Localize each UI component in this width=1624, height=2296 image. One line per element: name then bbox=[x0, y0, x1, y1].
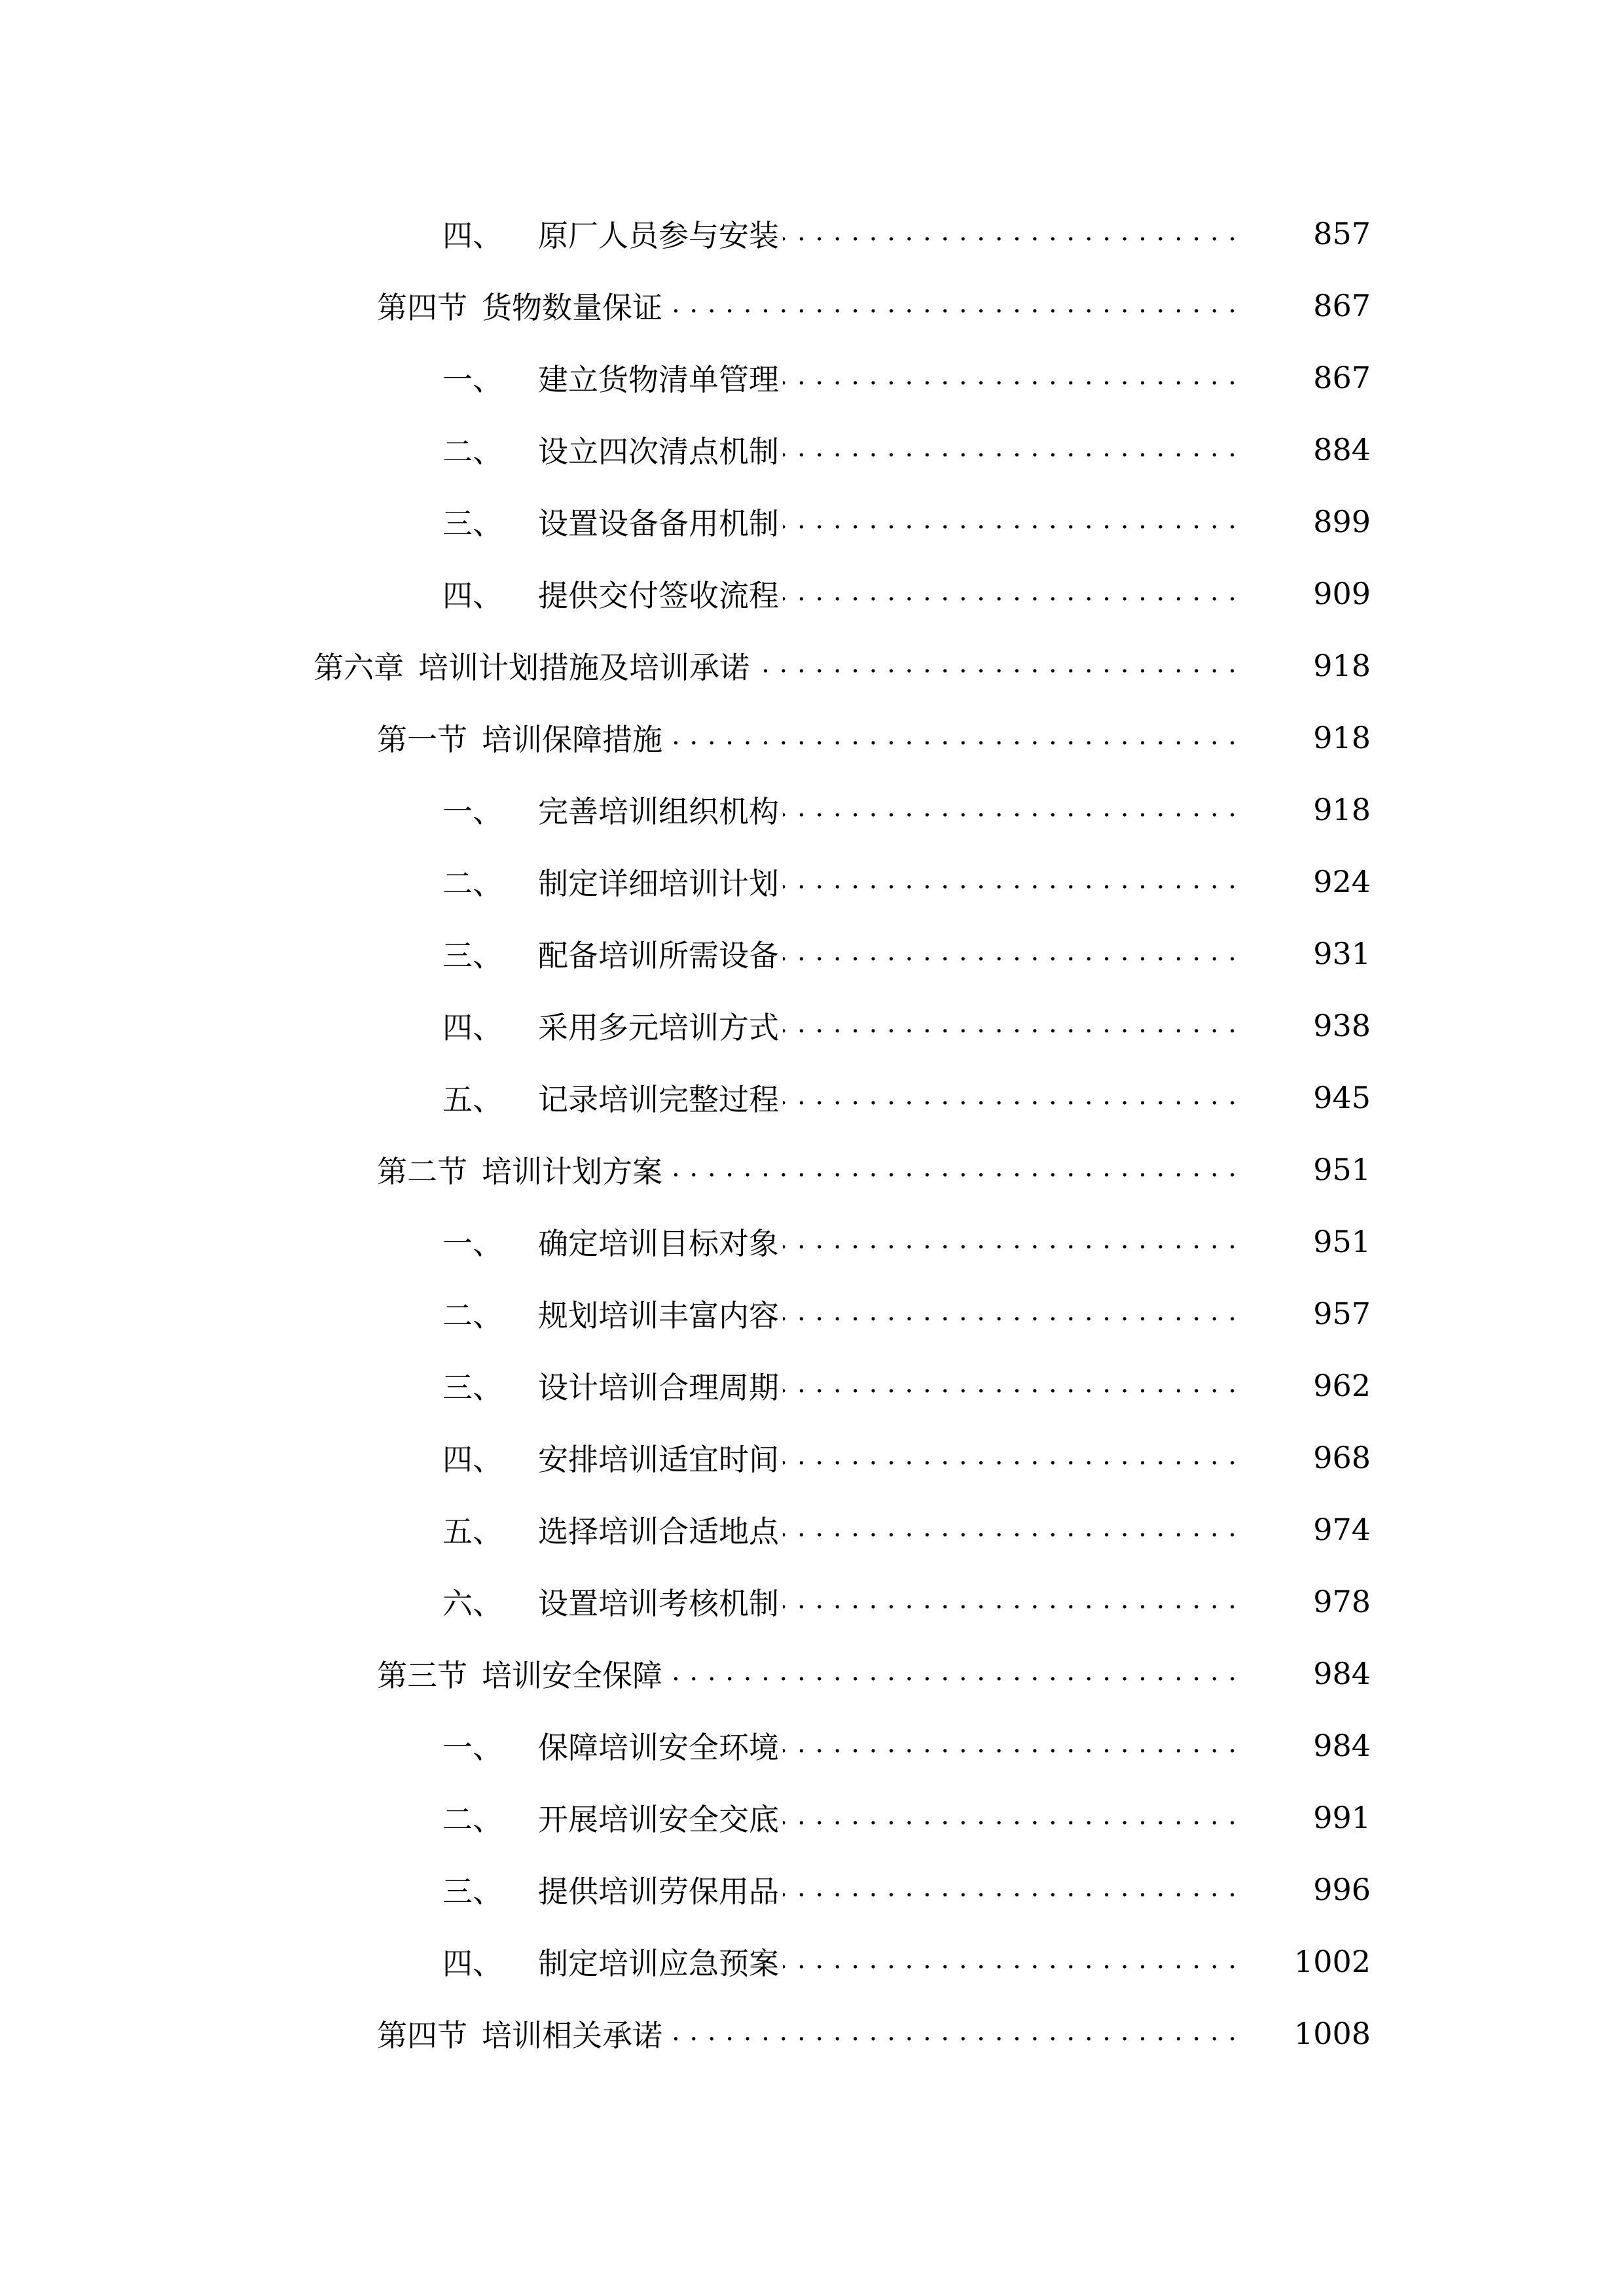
toc-entry[interactable] bbox=[0, 558, 1624, 630]
toc-entry-title: 培训安全保障 bbox=[482, 1658, 662, 1693]
toc-entry-number: 二、 bbox=[442, 866, 503, 901]
dot-leader bbox=[783, 430, 1237, 469]
toc-entry-page: 991 bbox=[1313, 1800, 1371, 1835]
toc-entry-number: 三、 bbox=[442, 1874, 503, 1909]
dot-leader bbox=[783, 1510, 1237, 1549]
toc-entry-number: 四、 bbox=[442, 578, 503, 613]
toc-entry-page: 884 bbox=[1313, 432, 1371, 467]
toc-entry-title: 设计培训合理周期 bbox=[538, 1370, 779, 1405]
toc-entry[interactable] bbox=[0, 414, 1624, 486]
toc-entry-title: 建立货物清单管理 bbox=[538, 362, 779, 397]
toc-entry-number: 四、 bbox=[442, 1946, 503, 1981]
toc-entry-number: 三、 bbox=[442, 506, 503, 541]
toc-entry-title: 设置培训考核机制 bbox=[538, 1586, 779, 1621]
toc-entry-number: 三、 bbox=[442, 938, 503, 973]
toc-entry-title: 提供培训劳保用品 bbox=[538, 1874, 779, 1909]
toc-entry-title: 货物数量保证 bbox=[482, 290, 662, 325]
dot-leader bbox=[783, 502, 1237, 541]
toc-entry[interactable] bbox=[0, 1854, 1624, 1926]
dot-leader bbox=[666, 286, 1237, 325]
toc-entry-page: 867 bbox=[1313, 288, 1371, 323]
toc-entry-title: 培训保障措施 bbox=[482, 722, 662, 757]
toc-entry[interactable] bbox=[0, 1566, 1624, 1638]
toc-entry-page: 984 bbox=[1313, 1656, 1371, 1691]
toc-entry[interactable] bbox=[0, 846, 1624, 918]
dot-leader bbox=[783, 1006, 1237, 1045]
toc-entry[interactable] bbox=[0, 342, 1624, 414]
toc-entry[interactable] bbox=[0, 1926, 1624, 1998]
toc-entry[interactable] bbox=[0, 1638, 1624, 1710]
toc-entry-number: 一、 bbox=[442, 1730, 503, 1765]
toc-entry-number: 一、 bbox=[442, 362, 503, 397]
toc-entry-title: 开展培训安全交底 bbox=[538, 1802, 779, 1837]
toc-entry-number: 一、 bbox=[442, 794, 503, 829]
toc-entry[interactable] bbox=[0, 1350, 1624, 1422]
toc-entry-title: 确定培训目标对象 bbox=[538, 1226, 779, 1261]
toc-entry-number: 二、 bbox=[442, 434, 503, 469]
dot-leader bbox=[783, 1438, 1237, 1477]
dot-leader bbox=[783, 1366, 1237, 1405]
toc-entry[interactable] bbox=[0, 1494, 1624, 1566]
toc-entry-page: 1002 bbox=[1293, 1944, 1371, 1979]
toc-entry-title: 保障培训安全环境 bbox=[538, 1730, 779, 1765]
toc-entry-title: 设立四次清点机制 bbox=[538, 434, 779, 469]
toc-entry-page: 962 bbox=[1313, 1368, 1371, 1403]
toc-entry-page: 918 bbox=[1313, 792, 1371, 827]
toc-entry-title: 规划培训丰富内容 bbox=[538, 1298, 779, 1333]
toc-entry[interactable] bbox=[0, 1206, 1624, 1278]
toc-entry-number: 六、 bbox=[442, 1586, 503, 1621]
dot-leader bbox=[783, 934, 1237, 973]
dot-leader bbox=[783, 862, 1237, 901]
toc-entry[interactable] bbox=[0, 630, 1624, 702]
toc-entry-number: 第二节 bbox=[377, 1154, 467, 1189]
toc-entry[interactable] bbox=[0, 1134, 1624, 1206]
dot-leader bbox=[666, 1654, 1237, 1693]
toc-entry-number: 第四节 bbox=[377, 2018, 467, 2053]
toc-entry-number: 四、 bbox=[442, 218, 503, 253]
toc-entry-title: 完善培训组织机构 bbox=[538, 794, 779, 829]
dot-leader bbox=[666, 1150, 1237, 1189]
toc-entry-page: 996 bbox=[1313, 1872, 1371, 1907]
toc-entry[interactable] bbox=[0, 1278, 1624, 1350]
toc-entry-title: 安排培训适宜时间 bbox=[538, 1442, 779, 1477]
toc-entry-number: 二、 bbox=[442, 1298, 503, 1333]
toc-entry-title: 配备培训所需设备 bbox=[538, 938, 779, 973]
toc-entry[interactable] bbox=[0, 1422, 1624, 1494]
toc-entry-page: 974 bbox=[1313, 1512, 1371, 1547]
toc-entry-number: 第六章 bbox=[314, 650, 404, 685]
toc-entry-number: 二、 bbox=[442, 1802, 503, 1837]
toc-entry-title: 培训相关承诺 bbox=[482, 2018, 662, 2053]
dot-leader bbox=[783, 1942, 1237, 1981]
toc-entry-title: 选择培训合适地点 bbox=[538, 1514, 779, 1549]
toc-entry-page: 968 bbox=[1313, 1440, 1371, 1475]
table-of-contents bbox=[0, 198, 1624, 2070]
dot-leader bbox=[783, 1078, 1237, 1117]
toc-entry-page: 938 bbox=[1313, 1008, 1371, 1043]
dot-leader bbox=[753, 646, 1237, 685]
toc-entry-title: 制定详细培训计划 bbox=[538, 866, 779, 901]
toc-entry-number: 一、 bbox=[442, 1226, 503, 1261]
toc-entry-title: 记录培训完整过程 bbox=[538, 1082, 779, 1117]
toc-entry-title: 原厂人员参与安装 bbox=[538, 218, 779, 253]
toc-entry[interactable] bbox=[0, 774, 1624, 846]
toc-entry[interactable] bbox=[0, 1782, 1624, 1854]
toc-entry-page: 951 bbox=[1313, 1152, 1371, 1187]
toc-entry-number: 五、 bbox=[442, 1082, 503, 1117]
toc-entry-number: 第四节 bbox=[377, 290, 467, 325]
dot-leader bbox=[783, 214, 1237, 253]
toc-entry-page: 857 bbox=[1313, 216, 1371, 251]
toc-entry-page: 951 bbox=[1313, 1224, 1371, 1259]
toc-entry-page: 945 bbox=[1313, 1080, 1371, 1115]
dot-leader bbox=[783, 1798, 1237, 1837]
toc-entry-page: 931 bbox=[1313, 936, 1371, 971]
toc-entry-page: 978 bbox=[1313, 1584, 1371, 1619]
toc-entry-title: 设置设备备用机制 bbox=[538, 506, 779, 541]
toc-entry-number: 四、 bbox=[442, 1442, 503, 1477]
toc-entry-number: 第一节 bbox=[377, 722, 467, 757]
toc-entry-title: 培训计划措施及培训承诺 bbox=[418, 650, 749, 685]
dot-leader bbox=[783, 1294, 1237, 1333]
toc-entry-title: 培训计划方案 bbox=[482, 1154, 662, 1189]
toc-entry[interactable] bbox=[0, 270, 1624, 342]
toc-entry-page: 918 bbox=[1313, 720, 1371, 755]
toc-entry[interactable] bbox=[0, 486, 1624, 558]
toc-entry-page: 918 bbox=[1313, 648, 1371, 683]
toc-entry-page: 899 bbox=[1313, 504, 1371, 539]
toc-entry-number: 四、 bbox=[442, 1010, 503, 1045]
dot-leader bbox=[666, 718, 1237, 757]
toc-entry-page: 1008 bbox=[1293, 2016, 1371, 2051]
toc-entry-title: 制定培训应急预案 bbox=[538, 1946, 779, 1981]
toc-entry[interactable] bbox=[0, 990, 1624, 1062]
toc-entry-page: 957 bbox=[1313, 1296, 1371, 1331]
toc-entry-page: 867 bbox=[1313, 360, 1371, 395]
toc-entry-page: 909 bbox=[1313, 576, 1371, 611]
toc-entry-page: 924 bbox=[1313, 864, 1371, 899]
toc-entry[interactable] bbox=[0, 1062, 1624, 1134]
dot-leader bbox=[783, 574, 1237, 613]
toc-entry[interactable] bbox=[0, 198, 1624, 270]
toc-entry-number: 三、 bbox=[442, 1370, 503, 1405]
dot-leader bbox=[783, 358, 1237, 397]
toc-entry[interactable] bbox=[0, 1710, 1624, 1782]
dot-leader bbox=[783, 790, 1237, 829]
toc-entry[interactable] bbox=[0, 1998, 1624, 2070]
toc-entry-title: 提供交付签收流程 bbox=[538, 578, 779, 613]
dot-leader bbox=[783, 1870, 1237, 1909]
dot-leader bbox=[666, 2014, 1237, 2053]
dot-leader bbox=[783, 1222, 1237, 1261]
dot-leader bbox=[783, 1726, 1237, 1765]
dot-leader bbox=[783, 1582, 1237, 1621]
toc-entry-number: 第三节 bbox=[377, 1658, 467, 1693]
toc-entry[interactable] bbox=[0, 918, 1624, 990]
toc-entry[interactable] bbox=[0, 702, 1624, 774]
toc-entry-title: 采用多元培训方式 bbox=[538, 1010, 779, 1045]
toc-entry-page: 984 bbox=[1313, 1728, 1371, 1763]
toc-entry-number: 五、 bbox=[442, 1514, 503, 1549]
